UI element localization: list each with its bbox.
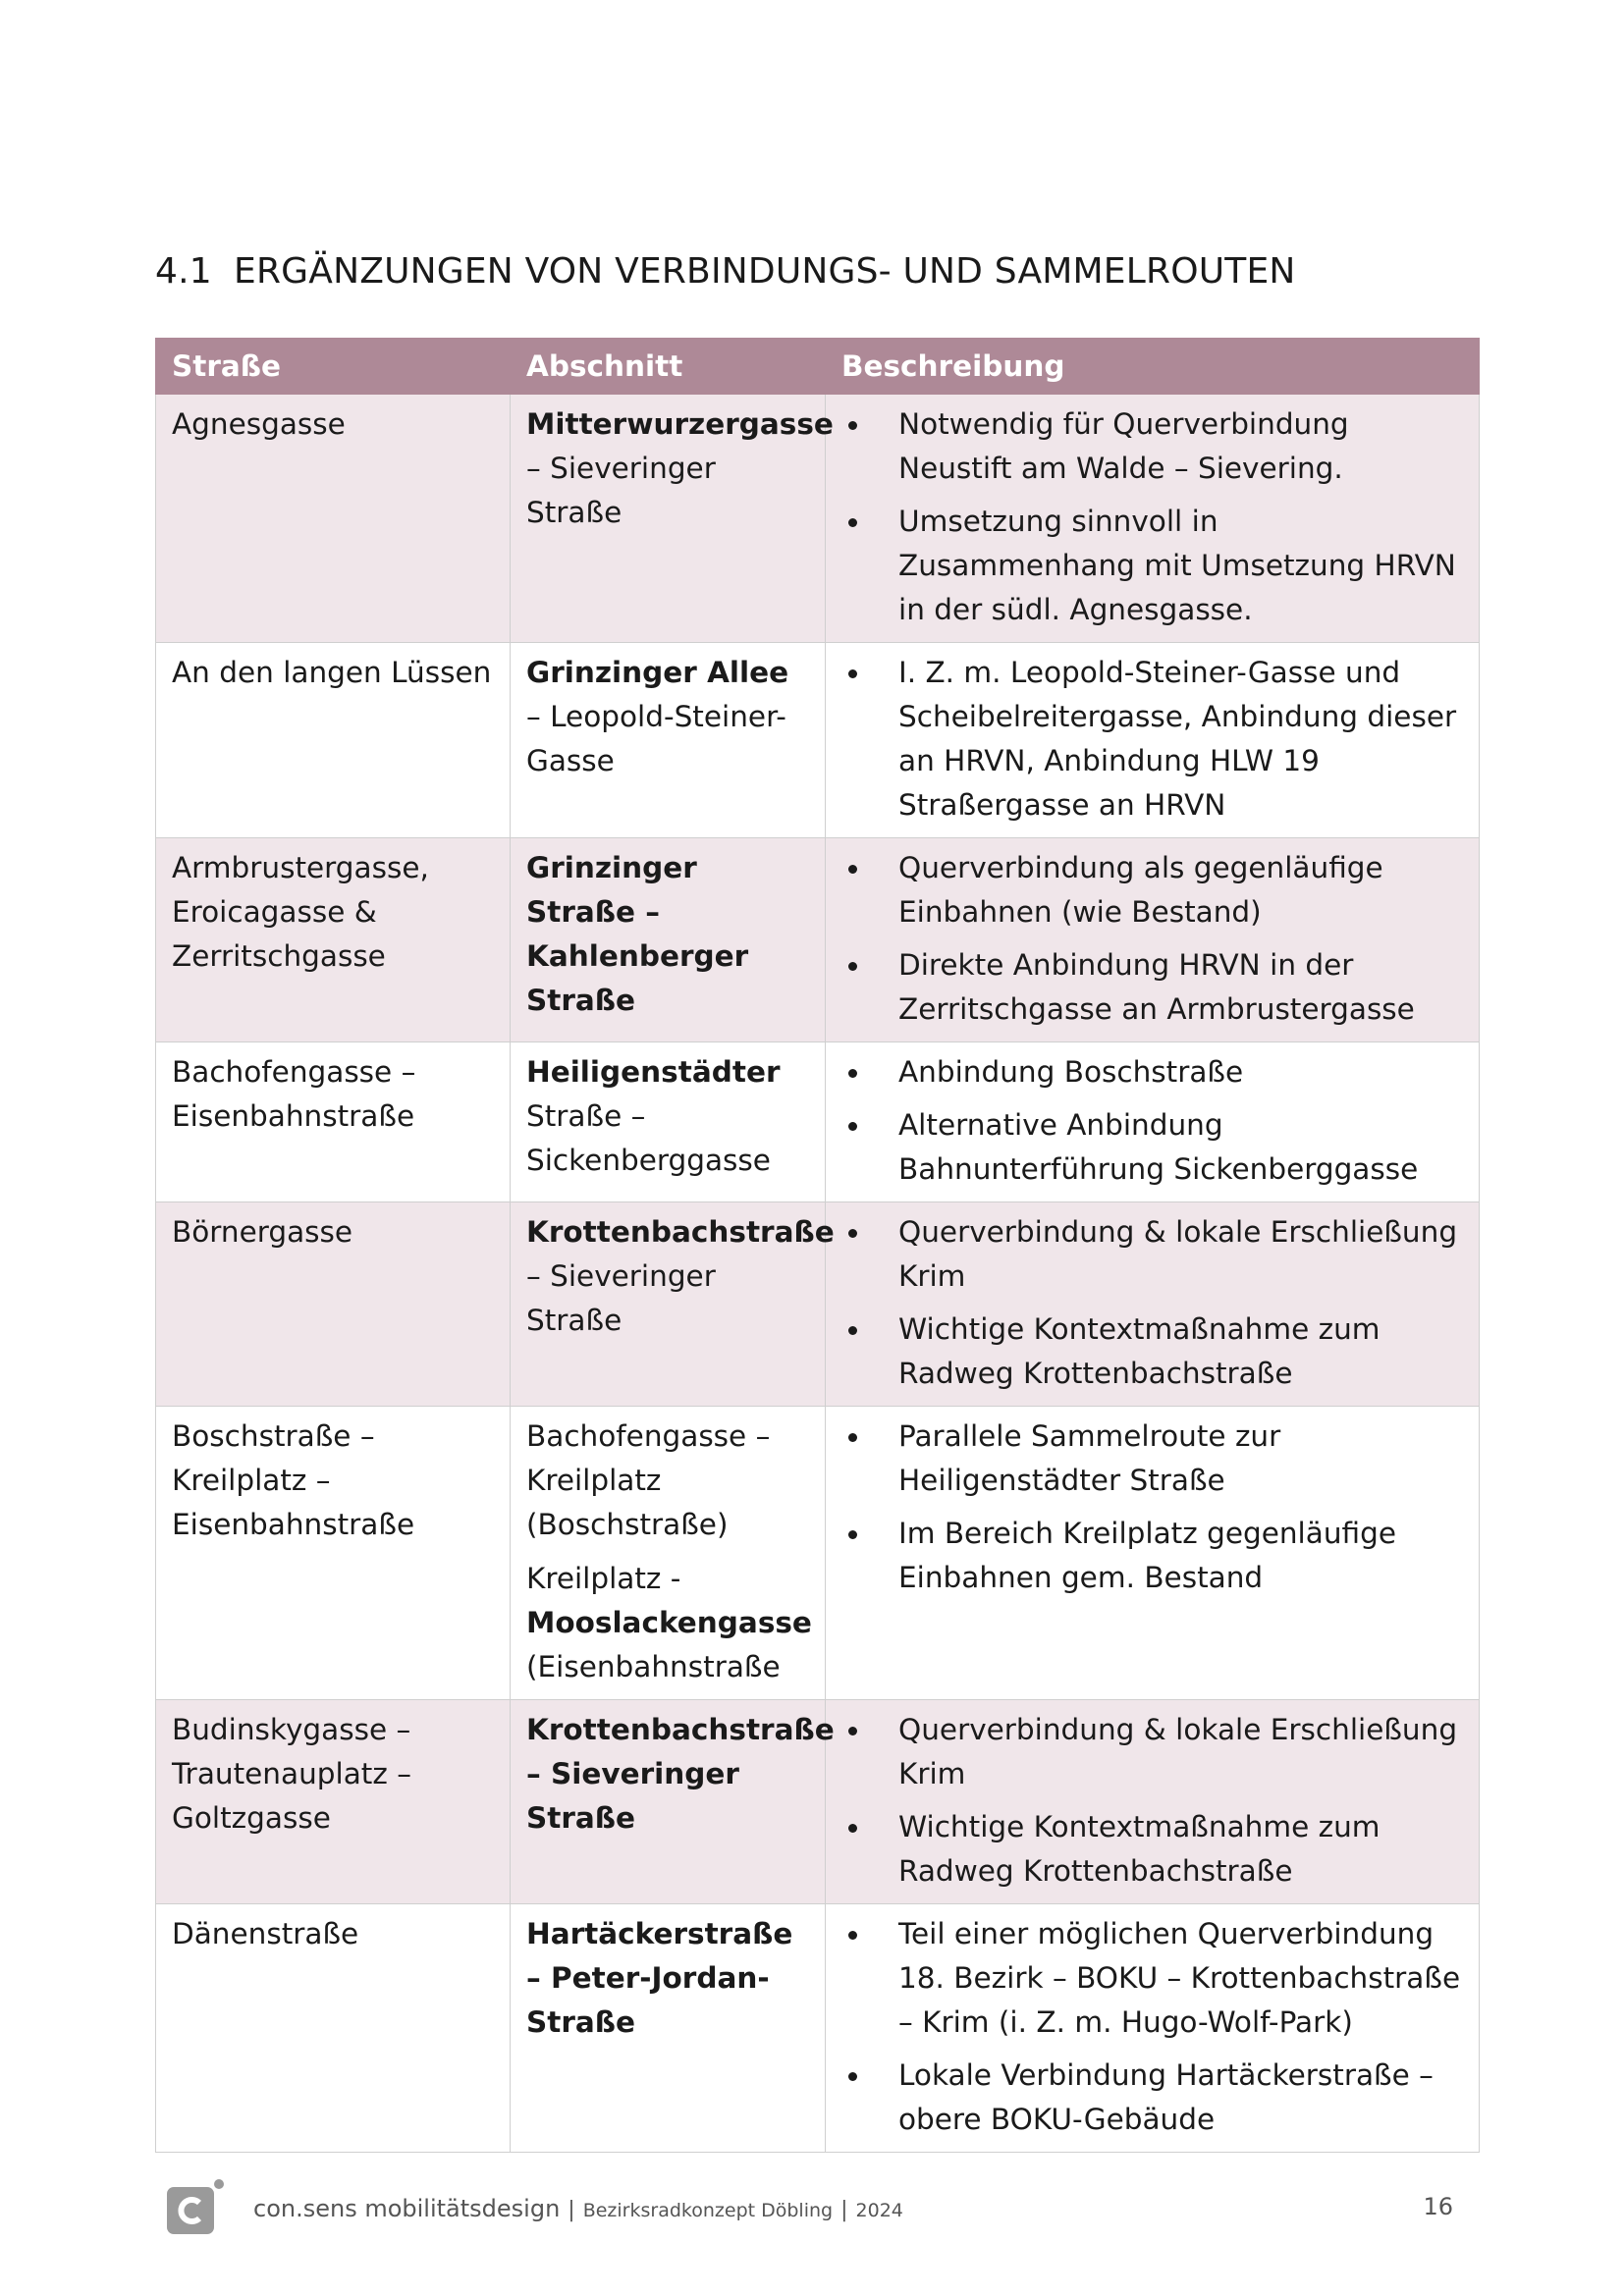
- abschnitt-text: – Sieveringer Straße: [526, 452, 716, 529]
- cell-beschreibung: [826, 643, 1480, 838]
- header-strasse: Straße: [156, 339, 511, 395]
- page-number: 16: [1423, 2193, 1453, 2220]
- cell-abschnitt: [511, 395, 834, 643]
- abschnitt-bold: Mitterwurzergasse: [526, 407, 834, 441]
- cell-abschnitt: [511, 643, 826, 838]
- bullet-item: Querverbindung als gegenläufige Einbahnen (wie Bestand): [841, 846, 1463, 934]
- cell-abschnitt: [511, 1042, 826, 1202]
- abschnitt-bold: Heiligenstädter: [526, 1055, 781, 1089]
- cell-beschreibung: [826, 1904, 1480, 2153]
- footer-year: 2024: [855, 2200, 903, 2221]
- table-row: [156, 395, 1480, 643]
- bullet-list: [841, 1050, 1463, 1192]
- cell-abschnitt: [511, 1700, 835, 1904]
- page-footer: [167, 2175, 1453, 2234]
- abschnitt-bold: Grinzinger Allee: [526, 656, 789, 689]
- abschnitt-paragraph: [526, 1557, 812, 1689]
- bullet-item: Teil einer möglichen Querverbindung 18. Bezirk – BOKU – Krottenbachstraße – Krim (i. Z. m. Hugo-Wolf-Park): [841, 1912, 1463, 2045]
- section-number: 4.1: [155, 251, 212, 293]
- bullet-list: [841, 1210, 1463, 1396]
- cell-beschreibung: [826, 1700, 1480, 1904]
- abschnitt-text: – Leopold-Steiner-Gasse: [526, 700, 786, 777]
- cell-abschnitt: [511, 1202, 835, 1407]
- table-row: [156, 1904, 1480, 2153]
- cell-abschnitt: [511, 838, 826, 1042]
- abschnitt-text: Kreilplatz -: [526, 1562, 681, 1595]
- table-row: [156, 838, 1480, 1042]
- abschnitt-text: Straße – Sickenberggasse: [526, 1099, 771, 1177]
- section-heading: [155, 251, 1296, 292]
- bullet-list: [841, 846, 1463, 1032]
- table-row: [156, 1700, 1480, 1904]
- cell-abschnitt: [511, 1904, 826, 2153]
- abschnitt-bold: Hartäckerstraße – Peter-Jordan-Straße: [526, 1917, 793, 2039]
- bullet-item: Notwendig für Querverbindung Neustift am Walde – Sievering.: [841, 402, 1463, 491]
- routes-table: [155, 338, 1480, 2153]
- table-header-row: [156, 339, 1480, 395]
- bullet-item: Wichtige Kontextmaßnahme zum Radweg Krottenbachstraße: [841, 1805, 1463, 1894]
- cell-strasse: Börnergasse: [156, 1202, 511, 1407]
- table-row: [156, 1407, 1480, 1700]
- bullet-item: Direkte Anbindung HRVN in der Zerritschgasse an Armbrustergasse: [841, 943, 1463, 1032]
- cell-abschnitt: [511, 1407, 826, 1700]
- bullet-list: [841, 651, 1463, 828]
- cell-strasse: An den langen Lüssen: [156, 643, 511, 838]
- section-title: ERGÄNZUNGEN VON VERBINDUNGS- UND SAMMELROUTEN: [234, 251, 1296, 293]
- abschnitt-bold: Mooslackengasse: [526, 1606, 812, 1639]
- footer-brand: con.sens mobilitätsdesign: [253, 2195, 561, 2222]
- footer-separator: |: [568, 2198, 575, 2222]
- table-row: [156, 643, 1480, 838]
- abschnitt-text: – Sieveringer Straße: [526, 1259, 716, 1337]
- table-row: [156, 1202, 1480, 1407]
- bullet-item: I. Z. m. Leopold-Steiner-Gasse und Scheibelreitergasse, Anbindung dieser an HRVN, Anbindung HLW 19 Straßergasse an HRVN: [841, 651, 1463, 828]
- logo-dot-icon: [214, 2179, 224, 2189]
- cell-beschreibung: [826, 1042, 1480, 1202]
- abschnitt-bold: Krottenbachstraße: [526, 1215, 835, 1249]
- bullet-item: Umsetzung sinnvoll in Zusammenhang mit Umsetzung HRVN in der südl. Agnesgasse.: [841, 500, 1463, 632]
- bullet-item: Im Bereich Kreilplatz gegenläufige Einbahnen gem. Bestand: [841, 1512, 1463, 1600]
- cell-strasse: Agnesgasse: [156, 395, 511, 643]
- bullet-item: Querverbindung & lokale Erschließung Krim: [841, 1210, 1463, 1299]
- abschnitt-text: (Eisenbahnstraße: [526, 1650, 781, 1683]
- abschnitt-paragraph: Bachofengasse – Kreilplatz (Boschstraße): [526, 1419, 771, 1541]
- header-beschreibung: Beschreibung: [826, 339, 1480, 395]
- bullet-list: [841, 1912, 1463, 2142]
- cell-strasse: Bachofengasse – Eisenbahnstraße: [156, 1042, 511, 1202]
- bullet-item: Alternative Anbindung Bahnunterführung Sickenberggasse: [841, 1103, 1463, 1192]
- cell-beschreibung: [826, 1407, 1480, 1700]
- bullet-item: Wichtige Kontextmaßnahme zum Radweg Krottenbachstraße: [841, 1308, 1463, 1396]
- cell-strasse: Boschstraße – Kreilplatz – Eisenbahnstraße: [156, 1407, 511, 1700]
- cell-strasse: Budinskygasse – Trautenauplatz – Goltzgasse: [156, 1700, 511, 1904]
- footer-document-title: Bezirksradkonzept Döbling: [582, 2200, 834, 2221]
- bullet-list: [841, 1415, 1463, 1600]
- bullet-list: [841, 1708, 1463, 1894]
- consens-logo-icon: [167, 2187, 214, 2234]
- bullet-list: [841, 402, 1463, 632]
- header-abschnitt: Abschnitt: [511, 339, 826, 395]
- footer-separator: |: [840, 2198, 848, 2222]
- cell-beschreibung: [826, 395, 1480, 643]
- cell-beschreibung: [826, 1202, 1480, 1407]
- bullet-item: Anbindung Boschstraße: [841, 1050, 1463, 1095]
- cell-strasse: Armbrustergasse, Eroicagasse & Zerritschgasse: [156, 838, 511, 1042]
- abschnitt-bold: Krottenbachstraße – Sieveringer Straße: [526, 1713, 835, 1835]
- footer-text: [253, 2195, 903, 2222]
- cell-beschreibung: [826, 838, 1480, 1042]
- table-row: [156, 1042, 1480, 1202]
- abschnitt-bold: Grinzinger Straße – Kahlenberger Straße: [526, 851, 749, 1017]
- bullet-item: Querverbindung & lokale Erschließung Krim: [841, 1708, 1463, 1796]
- bullet-item: Parallele Sammelroute zur Heiligenstädter Straße: [841, 1415, 1463, 1503]
- cell-strasse: Dänenstraße: [156, 1904, 511, 2153]
- bullet-item: Lokale Verbindung Hartäckerstraße – obere BOKU-Gebäude: [841, 2054, 1463, 2142]
